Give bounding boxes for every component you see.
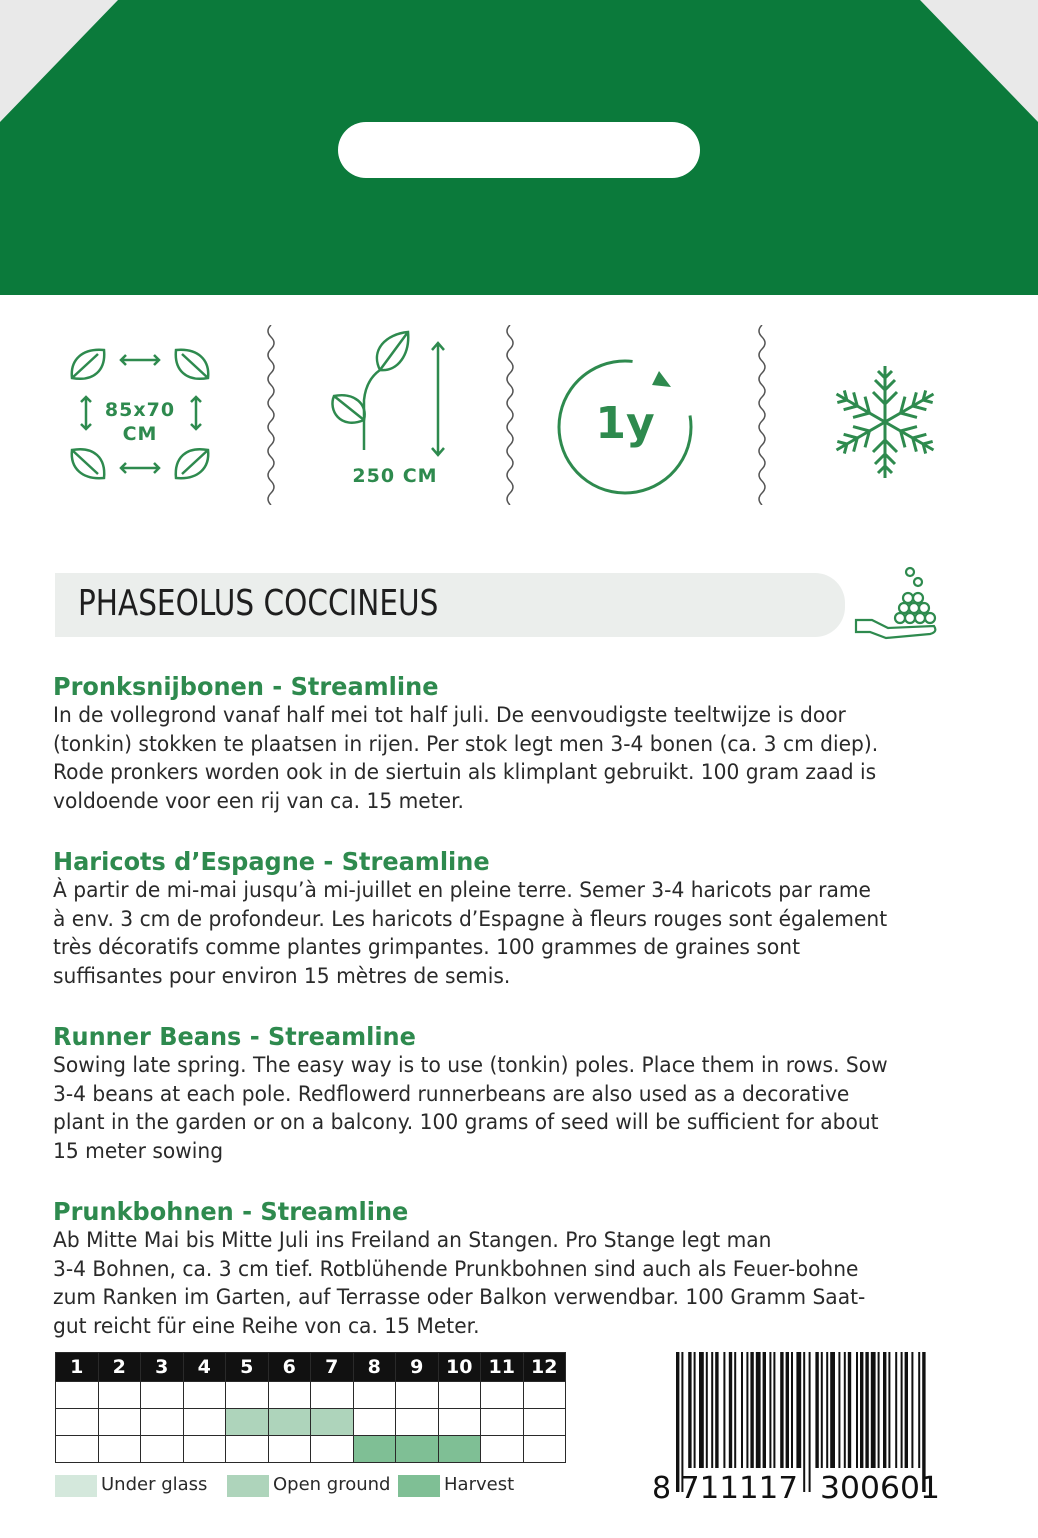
calendar-cell-harvest xyxy=(481,1436,524,1463)
sowing-hand-icon xyxy=(850,562,940,642)
section-english xyxy=(53,1022,993,1166)
section-title: Runner Beans - Streamline xyxy=(53,1022,416,1051)
spacing-label-2: CM xyxy=(122,423,158,445)
barcode-bar xyxy=(715,1352,718,1468)
calendar-cell-under-glass xyxy=(56,1382,99,1409)
section-body: Ab Mitte Mai bis Mitte Juli ins Freiland an Stangen. Pro Stange legt man 3-4 Bohnen, ca. 3 cm tief. Rotblühende Prunkbohnen sind auch als Feuer-bohne zum Ranken im Garten, auf Terrasse oder Balkon verwendbar. 100 Gramm Saat- gut reicht für eine Reihe von ca. 15 Meter. xyxy=(53,1228,866,1339)
barcode-bar xyxy=(786,1352,789,1468)
height-label: 250 CM xyxy=(352,465,438,487)
calendar-cell-under-glass xyxy=(396,1382,439,1409)
calendar-cell-under-glass xyxy=(226,1382,269,1409)
calendar-month-header: 8 xyxy=(353,1353,396,1382)
barcode-bar xyxy=(856,1352,858,1468)
barcode-bar xyxy=(734,1352,736,1468)
legend-swatch xyxy=(55,1475,97,1497)
calendar-cell-open-ground xyxy=(226,1409,269,1436)
barcode-bar xyxy=(905,1352,908,1468)
barcode-bar xyxy=(791,1352,793,1468)
divider xyxy=(264,325,278,505)
calendar-month-header: 4 xyxy=(183,1353,226,1382)
divider xyxy=(755,325,769,505)
section-title: Haricots d’Espagne - Streamline xyxy=(53,847,490,876)
calendar-cell-under-glass xyxy=(311,1382,354,1409)
calendar-month-header: 12 xyxy=(523,1353,566,1382)
barcode-digits-left: 711117 xyxy=(680,1471,798,1502)
section-body: Sowing late spring. The easy way is to use (tonkin) poles. Place them in rows. Sow 3-4 beans at each pole. Redflowerd runnerbeans are also used as a decorative plant in the garden or on a balcony. 100 grams of seed will be sufficient for about 15 meter sowing xyxy=(53,1053,888,1164)
spacing-leaves-icon xyxy=(60,320,220,510)
sowing-calendar xyxy=(55,1352,566,1463)
legend-label: Harvest xyxy=(444,1474,515,1495)
barcode-bar xyxy=(699,1352,704,1468)
lifecycle-label: 1y xyxy=(595,398,655,449)
calendar-cell-under-glass xyxy=(141,1382,184,1409)
barcode-bar xyxy=(895,1352,897,1468)
calendar-cell-open-ground xyxy=(353,1409,396,1436)
calendar-cell-harvest xyxy=(226,1436,269,1463)
barcode-digit-first: 8 xyxy=(652,1471,672,1502)
barcode-bar xyxy=(871,1352,876,1468)
calendar-cell-harvest xyxy=(353,1436,396,1463)
legend-swatch xyxy=(398,1475,440,1497)
calendar-cell-harvest xyxy=(396,1436,439,1463)
calendar-cell-harvest xyxy=(438,1436,481,1463)
annual-cycle-icon xyxy=(555,320,700,510)
calendar-month-header: 5 xyxy=(226,1353,269,1382)
spacing-label-1: 85x70 xyxy=(104,399,176,421)
barcode-digits-right: 300601 xyxy=(820,1471,940,1502)
section-title: Pronksnijbonen - Streamline xyxy=(53,672,439,701)
section-german xyxy=(53,1197,993,1341)
calendar-cell-harvest xyxy=(311,1436,354,1463)
barcode-bar xyxy=(848,1352,851,1468)
barcode-bar xyxy=(803,1352,805,1492)
calendar-month-header: 9 xyxy=(396,1353,439,1382)
calendar-cell-open-ground xyxy=(523,1409,566,1436)
hang-hole xyxy=(338,122,700,178)
barcode-bar xyxy=(711,1352,713,1468)
calendar-cell-under-glass xyxy=(481,1382,524,1409)
calendar-cell-open-ground xyxy=(98,1409,141,1436)
barcode-bar xyxy=(706,1352,708,1468)
calendar-cell-open-ground xyxy=(268,1409,311,1436)
snowflake-icon xyxy=(825,320,945,510)
calendar-cell-open-ground xyxy=(311,1409,354,1436)
calendar-month-header: 2 xyxy=(98,1353,141,1382)
legend-label: Open ground xyxy=(273,1474,391,1495)
barcode-bar xyxy=(911,1352,913,1468)
calendar-cell-harvest xyxy=(141,1436,184,1463)
calendar-cell-open-ground xyxy=(183,1409,226,1436)
calendar-cell-open-ground xyxy=(56,1409,99,1436)
calendar-cell-under-glass xyxy=(523,1382,566,1409)
calendar-cell-under-glass xyxy=(438,1382,481,1409)
barcode-bar xyxy=(723,1352,725,1468)
barcode-bar xyxy=(780,1352,783,1468)
calendar-month-header: 7 xyxy=(311,1353,354,1382)
barcode-bar xyxy=(830,1352,835,1468)
barcode-bar xyxy=(901,1352,903,1468)
barcode-bar xyxy=(860,1352,863,1468)
calendar-month-header: 1 xyxy=(56,1353,99,1382)
calendar-month-header: 11 xyxy=(481,1353,524,1382)
divider xyxy=(503,325,517,505)
barcode-bar xyxy=(688,1352,691,1468)
calendar-cell-under-glass xyxy=(353,1382,396,1409)
barcode-bar xyxy=(756,1352,761,1468)
barcode-bar xyxy=(844,1352,846,1468)
barcode-bar xyxy=(865,1352,868,1468)
barcode xyxy=(650,1352,950,1502)
calendar-cell-under-glass xyxy=(268,1382,311,1409)
section-body: In de vollegrond vanaf half mei tot half juli. De eenvoudigste teeltwijze is door (tonkin) stokken te plaatsen in rijen. Per stok legt men 3-4 bonen (ca. 3 cm diep). Rode pronkers worden ook in de siertuin als klimplant gebruikt. 100 gram zaad is voldoende voor een rij van ca. 15 meter. xyxy=(53,703,879,814)
section-french xyxy=(53,847,993,991)
legend-swatch xyxy=(227,1475,269,1497)
calendar-cell-harvest xyxy=(183,1436,226,1463)
barcode-bar xyxy=(838,1352,840,1468)
calendar-cell-open-ground xyxy=(438,1409,481,1436)
barcode-bar xyxy=(796,1352,801,1468)
barcode-bar xyxy=(773,1352,775,1468)
calendar-cell-harvest xyxy=(523,1436,566,1463)
species-latin-name: PHASEOLUS COCCINEUS xyxy=(78,583,439,624)
plant-height-icon xyxy=(320,320,470,510)
calendar-cell-open-ground xyxy=(396,1409,439,1436)
section-dutch xyxy=(53,672,993,816)
calendar-month-header: 6 xyxy=(268,1353,311,1382)
barcode-bar xyxy=(826,1352,828,1468)
barcode-bar xyxy=(878,1352,880,1468)
calendar-month-header: 10 xyxy=(438,1353,481,1382)
calendar-cell-under-glass xyxy=(183,1382,226,1409)
barcode-bar xyxy=(883,1352,886,1468)
barcode-bar xyxy=(888,1352,890,1468)
barcode-bar xyxy=(769,1352,771,1468)
barcode-bar xyxy=(821,1352,823,1468)
barcode-bar xyxy=(750,1352,753,1468)
calendar-cell-under-glass xyxy=(98,1382,141,1409)
barcode-bar xyxy=(763,1352,766,1468)
barcode-bar xyxy=(694,1352,696,1468)
barcode-bar xyxy=(676,1352,679,1492)
barcode-bar xyxy=(729,1352,732,1468)
calendar-cell-harvest xyxy=(268,1436,311,1463)
calendar-cell-harvest xyxy=(56,1436,99,1463)
calendar-cell-open-ground xyxy=(481,1409,524,1436)
barcode-bar xyxy=(746,1352,748,1468)
calendar-cell-harvest xyxy=(98,1436,141,1463)
section-title: Prunkbohnen - Streamline xyxy=(53,1197,409,1226)
section-body: À partir de mi-mai jusqu’à mi-juillet en pleine terre. Semer 3-4 haricots par rame à env. 3 cm de profondeur. Les haricots d’Espagne à fleurs rouges sont également très décoratifs comme plantes grimpantes. 100 grammes de graines sont suffisantes pour environ 15 mètres de semis. xyxy=(53,878,888,989)
icon-row xyxy=(0,320,1038,510)
calendar-cell-open-ground xyxy=(141,1409,184,1436)
barcode-bar xyxy=(809,1352,811,1492)
legend-label: Under glass xyxy=(101,1474,208,1495)
barcode-bar xyxy=(918,1352,920,1468)
barcode-bar xyxy=(815,1352,818,1468)
calendar-month-header: 3 xyxy=(141,1353,184,1382)
barcode-bar xyxy=(741,1352,743,1468)
